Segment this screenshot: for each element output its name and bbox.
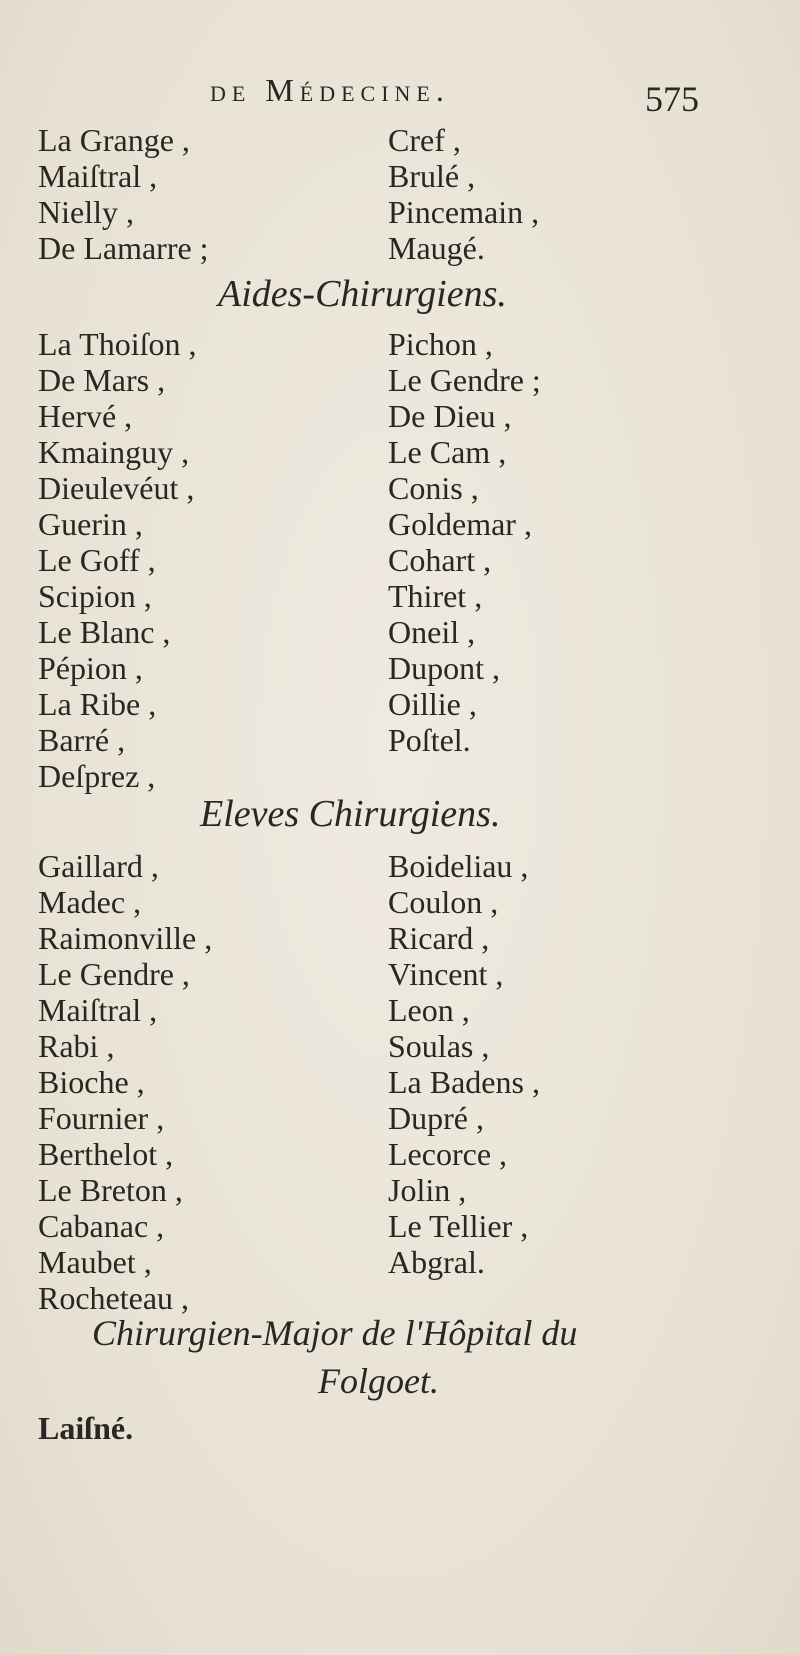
list-item: De Mars ,: [38, 362, 166, 398]
list-item: Maubet ,: [38, 1244, 152, 1280]
list-left-aides: [38, 326, 197, 794]
list-item: Dieulevéut ,: [38, 470, 195, 506]
list-item: Scipion ,: [38, 578, 152, 614]
list-item: Poſtel.: [388, 722, 471, 758]
running-title: de Médecine.: [210, 72, 450, 108]
list-item: Cabanac ,: [38, 1208, 165, 1244]
list-right-aides: [388, 326, 541, 758]
list-item: Dupré ,: [388, 1100, 484, 1136]
list-item: Cref ,: [388, 122, 461, 158]
list-item: Thiret ,: [388, 578, 483, 614]
list-item: Le Gendre ,: [38, 956, 190, 992]
list-item: Cohart ,: [388, 542, 492, 578]
list-item: Madec ,: [38, 884, 142, 920]
list-item: Goldemar ,: [388, 506, 532, 542]
list-item: Deſprez ,: [38, 758, 156, 794]
list-item: Kmainguy ,: [38, 434, 190, 470]
list-item: Maugé.: [388, 230, 485, 266]
list-right-block1: [388, 122, 539, 266]
list-item: Barré ,: [38, 722, 126, 758]
list-item: Maiſtral ,: [38, 158, 158, 194]
list-item: Maiſtral ,: [38, 992, 158, 1028]
list-item: Dupont ,: [388, 650, 500, 686]
list-item: Berthelot ,: [38, 1136, 174, 1172]
list-item: Nielly ,: [38, 194, 134, 230]
list-item: Le Tellier ,: [388, 1208, 529, 1244]
list-left-eleves: [38, 848, 212, 1316]
list-item: Gaillard ,: [38, 848, 159, 884]
list-item: Lecorce ,: [388, 1136, 508, 1172]
section-heading-major: Chirurgien-Major de l'Hôpital du: [92, 1313, 578, 1353]
list-item: Fournier ,: [38, 1100, 165, 1136]
section-heading-major-line2: Folgoet.: [318, 1361, 439, 1401]
list-item: Ricard ,: [388, 920, 490, 956]
list-item: Abgral.: [388, 1244, 485, 1280]
list-item: La Ribe ,: [38, 686, 157, 722]
list-item: Oillie ,: [388, 686, 477, 722]
list-item: Bioche ,: [38, 1064, 145, 1100]
list-item: La Badens ,: [388, 1064, 540, 1100]
list-item: De Lamarre ;: [38, 230, 209, 266]
list-item: Le Cam ,: [388, 434, 507, 470]
list-item: Le Gendre ;: [388, 362, 541, 398]
list-item: Le Goff ,: [38, 542, 156, 578]
list-item: Hervé ,: [38, 398, 133, 434]
list-item: Pichon ,: [388, 326, 493, 362]
list-item: La Thoiſon ,: [38, 326, 197, 362]
list-item: Oneil ,: [388, 614, 476, 650]
list-item: La Grange ,: [38, 122, 190, 158]
list-item: Boideliau ,: [388, 848, 529, 884]
list-item: Brulé ,: [388, 158, 476, 194]
major-name: Laiſné.: [38, 1410, 134, 1446]
section-heading-eleves: Eleves Chirurgiens.: [200, 793, 501, 835]
list-item: Guerin ,: [38, 506, 143, 542]
list-item: Pincemain ,: [388, 194, 540, 230]
list-left-block1: [38, 122, 209, 266]
section-heading-aides: Aides-Chirurgiens.: [218, 273, 507, 315]
list-item: Vincent ,: [388, 956, 504, 992]
list-item: Raimonville ,: [38, 920, 213, 956]
list-item: De Dieu ,: [388, 398, 512, 434]
list-item: Conis ,: [388, 470, 479, 506]
list-item: Rocheteau ,: [38, 1280, 190, 1316]
page-header: [0, 72, 800, 122]
list-right-eleves: [388, 848, 540, 1280]
list-item: Rabi ,: [38, 1028, 115, 1064]
list-item: Le Blanc ,: [38, 614, 171, 650]
page-number: 575: [645, 79, 699, 119]
list-item: Leon ,: [388, 992, 470, 1028]
list-item: Jolin ,: [388, 1172, 467, 1208]
list-item: Soulas ,: [388, 1028, 490, 1064]
list-item: Le Breton ,: [38, 1172, 183, 1208]
list-item: Pépion ,: [38, 650, 143, 686]
list-item: Coulon ,: [388, 884, 499, 920]
